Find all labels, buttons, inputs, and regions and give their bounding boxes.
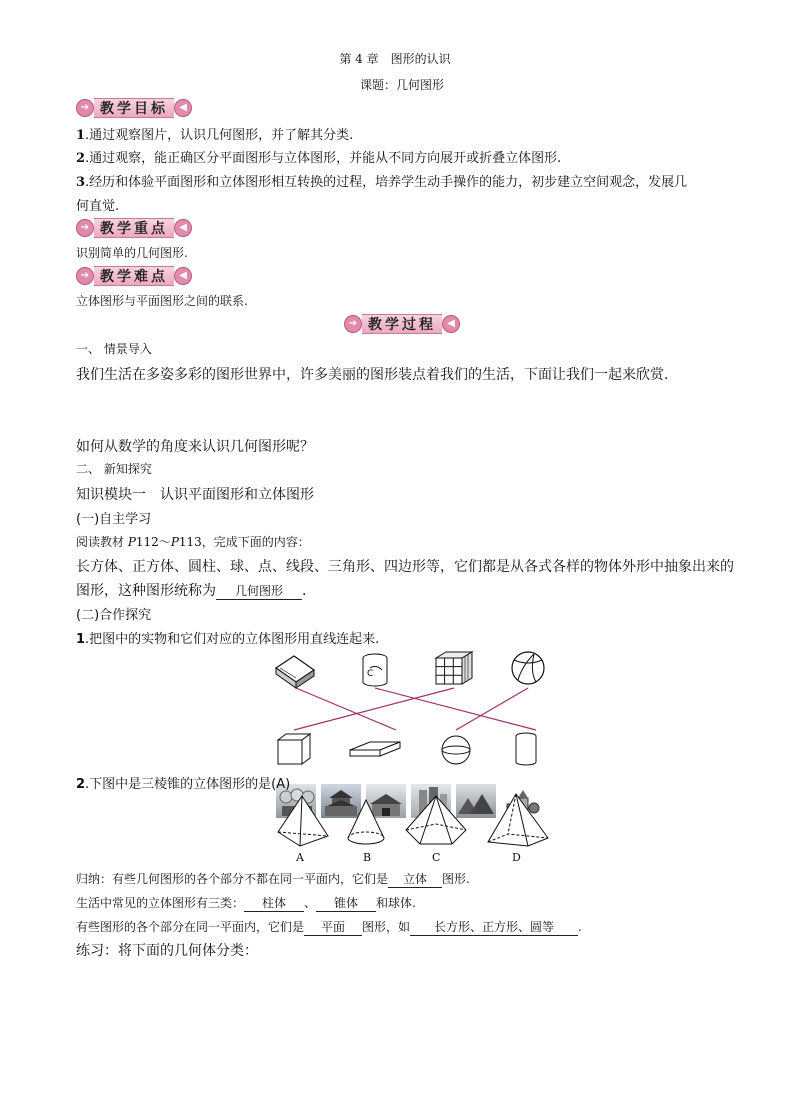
photo-strip: [276, 392, 542, 426]
volleyball-object: [512, 652, 544, 684]
banner-difficulties: ➔ 教学难点 ◀: [76, 266, 192, 286]
para1-line1: 长方体、正方体、圆柱、球、点、线段、三角形、四边形等，它们都是从各式各样的物体外形中抽象出来的: [76, 559, 734, 575]
answer-blank: 柱体: [244, 894, 304, 912]
objective-1: 1.通过观察图片，认识几何图形，并了解其分类.: [76, 128, 354, 143]
lesson-title: 课题：几何图形: [360, 78, 445, 92]
rectangular-pyramid-option-d: [488, 794, 548, 846]
pentagonal-pyramid-option-c: [406, 796, 466, 844]
answer-blank: 平面: [304, 918, 362, 936]
summary-line-3: 有些图形的各个部分在同一平面内，它们是 平面 图形，如 长方形、正方形、圆等 .: [76, 920, 582, 934]
arrow-right-icon: ➔: [76, 267, 94, 285]
option-label-c: C: [432, 851, 441, 864]
cylinder-solid: [516, 733, 536, 765]
answer-blank: 长方形、正方形、圆等: [410, 918, 578, 936]
option-label-a: A: [296, 851, 304, 864]
section1-intro: 我们生活在多姿多彩的图形世界中，许多美丽的图形装点着我们的生活，下面让我们一起来欣赏.: [76, 367, 669, 383]
triangular-pyramid-option-a: [278, 796, 328, 846]
objective-2: 2.通过观察，能正确区分平面图形与立体图形，并能从不同方向展开或折叠立体图形.: [76, 151, 562, 166]
arrow-right-icon: ➔: [344, 315, 362, 333]
section1-heading: 一、 情景导入: [76, 342, 152, 356]
summary-line-2: 生活中常见的立体图形有三类： 柱体 、 锥体 和球体.: [76, 896, 416, 910]
cuboid-solid: [350, 742, 400, 756]
sub-heading-self-study: (一)自主学习: [76, 512, 152, 527]
arrow-left-icon: ◀: [174, 219, 192, 237]
sphere-solid: [442, 736, 470, 764]
reading-instruction: 阅读教材 P112～P113，完成下面的内容：: [76, 535, 310, 549]
book-object: [276, 656, 314, 688]
objective-3-cont: 何直觉.: [76, 199, 120, 214]
objective-3: 3.经历和体验平面图形和立体图形相互转换的过程，培养学生动手操作的能力，初步建立空间观念，发展几: [76, 175, 688, 190]
key-point-text: 识别简单的几何图形.: [76, 246, 188, 260]
arrow-left-icon: ◀: [442, 315, 460, 333]
arrow-left-icon: ◀: [174, 267, 192, 285]
arrow-left-icon: ◀: [174, 99, 192, 117]
answer-blank: 几何图形: [216, 582, 302, 600]
connector-line: [296, 688, 396, 730]
banner-key-points: ➔ 教学重点 ◀: [76, 218, 192, 238]
para1-line2: 图形，这种图形统称为 几何图形 .: [76, 583, 307, 599]
connector-line: [375, 688, 536, 730]
question-1: 1.把图中的实物和它们对应的立体图形用直线连起来.: [76, 632, 380, 647]
chapter-title: 第 4 章 图形的认识: [339, 52, 451, 66]
banner-process: ➔ 教学过程 ◀: [344, 314, 460, 334]
arrow-right-icon: ➔: [76, 219, 94, 237]
svg-text:C: C: [367, 669, 374, 679]
can-object: [363, 654, 387, 686]
arrow-right-icon: ➔: [76, 99, 94, 117]
rubiks-cube-object: [436, 652, 472, 684]
difficulty-text: 立体图形与平面图形之间的联系.: [76, 294, 248, 308]
cone-option-b: [348, 800, 384, 844]
answer-blank: 锥体: [316, 894, 376, 912]
module-title: 知识模块一 认识平面图形和立体图形: [76, 487, 314, 503]
sub-heading-cooperation: (二)合作探究: [76, 608, 152, 623]
option-label-b: B: [363, 851, 372, 864]
answer-blank: 立体: [388, 870, 442, 888]
connector-line: [294, 688, 454, 730]
summary-line-1: 归纳：有些几何图形的各个部分不都在同一平面内，它们是 立体 图形.: [76, 872, 470, 886]
banner-objectives: ➔ 教学目标 ◀: [76, 98, 192, 118]
practice-prompt: 练习：将下面的几何体分类：: [76, 943, 258, 959]
matching-figure: [266, 648, 556, 772]
question-2: 2.下图中是三棱锥的立体图形的是(A): [76, 777, 291, 792]
cube-solid: [278, 734, 310, 764]
option-label-d: D: [512, 851, 521, 864]
section2-heading: 二、 新知探究: [76, 462, 152, 476]
connector-line: [456, 688, 528, 730]
section1-question: 如何从数学的角度来认识几何图形呢？: [76, 439, 314, 455]
